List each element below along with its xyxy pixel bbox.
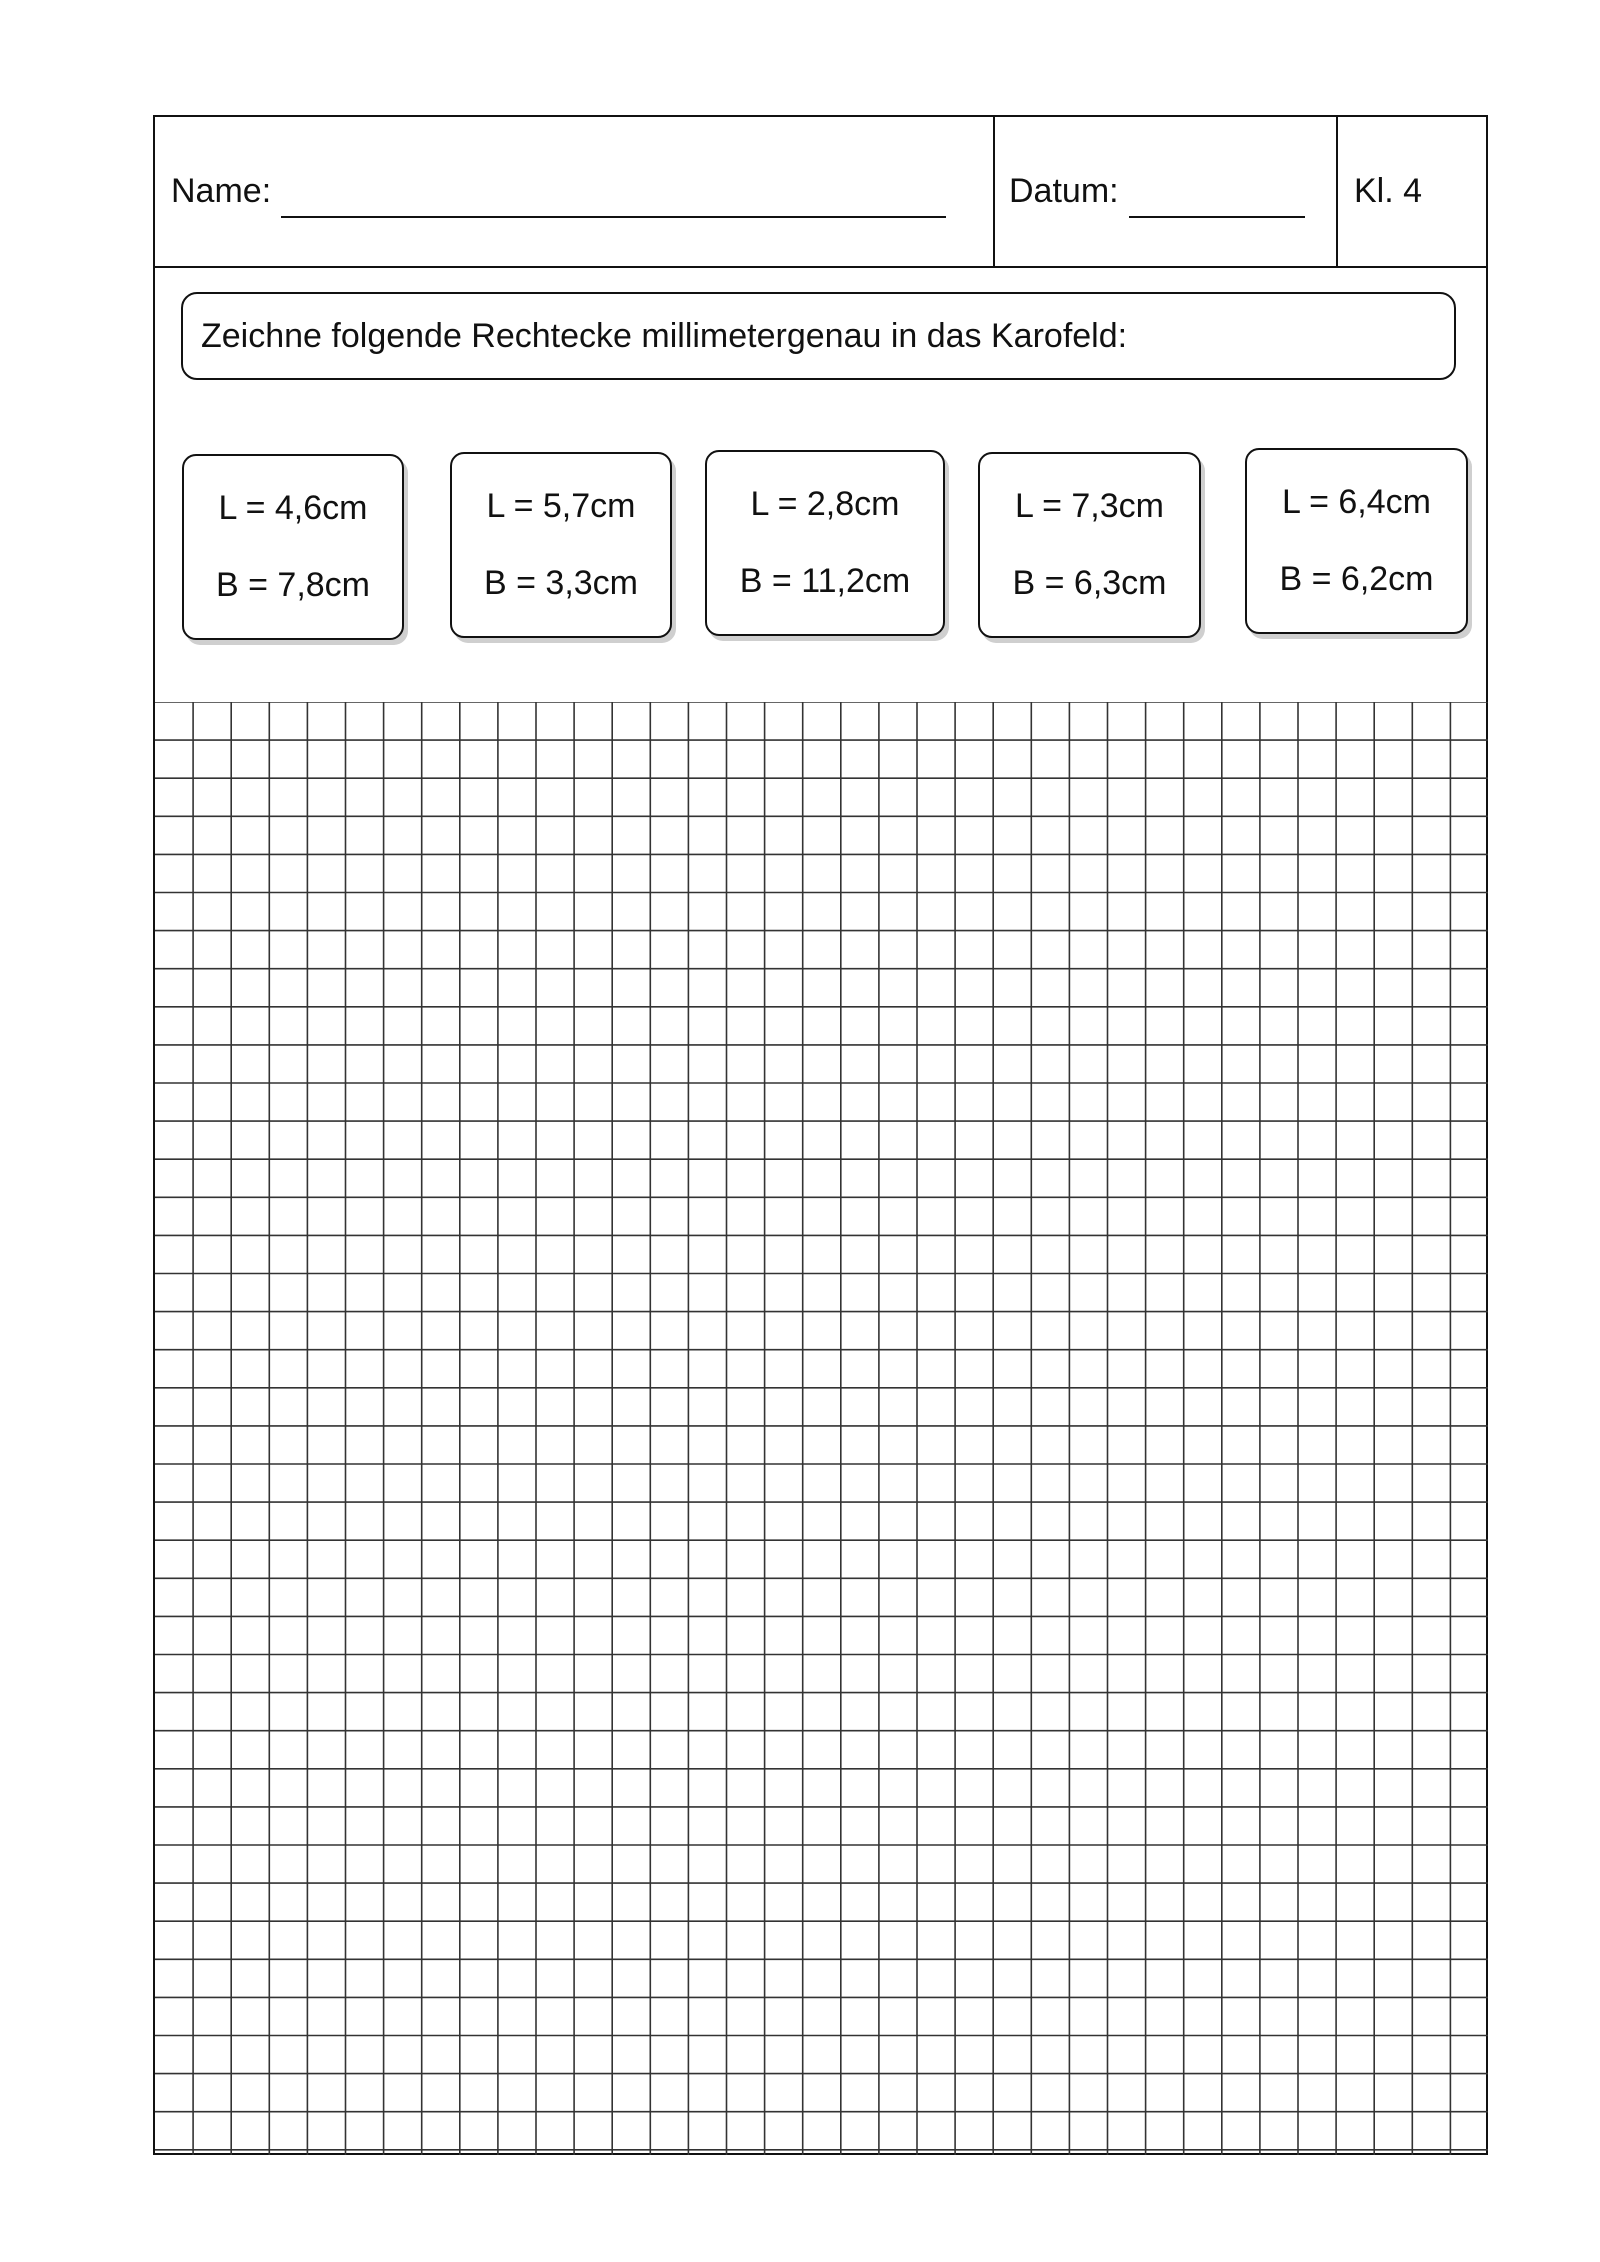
rectangle-card-4 [978,452,1201,638]
name-blank-line[interactable] [281,186,946,218]
rectangle-card-3 [705,450,945,636]
header-row [155,117,1486,268]
date-blank-line[interactable] [1129,186,1305,218]
rectangle-length: L = 5,7cm [486,487,636,525]
class-cell [1338,117,1488,266]
instruction-text: Zeichne folgende Rechtecke millimetergenau in das Karofeld: [201,316,1128,355]
grid-field[interactable] [155,702,1488,2155]
rectangle-width: B = 3,3cm [483,564,638,602]
name-cell [155,117,995,266]
rectangle-card-2 [450,452,672,638]
rectangle-length: L = 6,4cm [1282,483,1431,521]
date-cell [995,117,1338,266]
class-label: Kl. 4 [1354,172,1423,210]
rectangle-card-1 [182,454,404,640]
rectangle-width: B = 6,2cm [1279,560,1434,598]
rectangle-card-5 [1245,448,1468,634]
rectangle-width: B = 6,3cm [1012,564,1167,602]
worksheet [153,115,1488,2155]
instruction-box [181,292,1456,380]
rectangle-width: B = 11,2cm [739,562,911,600]
date-label: Datum: [1009,172,1119,210]
rectangle-length: L = 2,8cm [750,485,900,523]
rectangle-length: L = 7,3cm [1015,487,1164,525]
name-label: Name: [171,172,272,210]
rectangle-width: B = 7,8cm [215,566,370,604]
rectangle-length: L = 4,6cm [218,489,368,527]
